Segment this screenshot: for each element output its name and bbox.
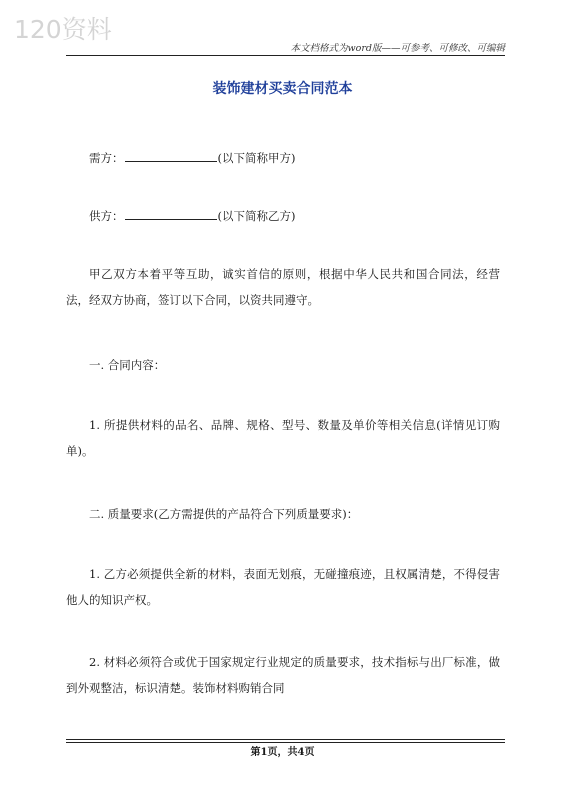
seller-line: [66, 203, 500, 229]
buyer-suffix: (以下简称甲方): [217, 151, 296, 165]
document-title: 装饰建材买卖合同范本: [212, 81, 353, 97]
seller-blank: [125, 207, 217, 220]
seller-suffix: (以下简称乙方): [217, 209, 296, 223]
header-note: 本文档格式为word版——可参考、可修改、可编辑: [290, 43, 505, 54]
footer-divider: [66, 739, 505, 740]
watermark-logo: 120资料: [14, 15, 112, 44]
buyer-line: [66, 145, 500, 171]
section2-heading: 二. 质量要求(乙方需提供的产品符合下列质量要求)：: [89, 507, 359, 521]
section1-heading: 一. 合同内容：: [89, 358, 166, 372]
header-divider: [66, 55, 505, 56]
section1-item1: 1. 所提供材料的品名、品牌、规格、型号、数量及单价等相关信息(详情见订购单)。: [66, 418, 500, 458]
buyer-label: 需方：: [89, 151, 124, 165]
intro-paragraph: 甲乙双方本着平等互助，诚实首信的原则，根据中华人民共和国合同法，经营法，经双方协商，签订以下合同，以资共同遵守。: [66, 267, 500, 307]
buyer-blank: [125, 149, 217, 162]
section2-item2: 2. 材料必须符合或优于国家规定行业规定的质量要求，技术指标与出厂标准，做到外观整洁，标识清楚。装饰材料购销合同: [66, 655, 500, 695]
section2-item1: 1. 乙方必须提供全新的材料，表面无划痕，无碰撞痕迹，且权属清楚，不得侵害他人的知识产权。: [66, 567, 500, 607]
page-number: 第1页，共4页: [250, 747, 315, 758]
seller-label: 供方：: [89, 209, 124, 223]
